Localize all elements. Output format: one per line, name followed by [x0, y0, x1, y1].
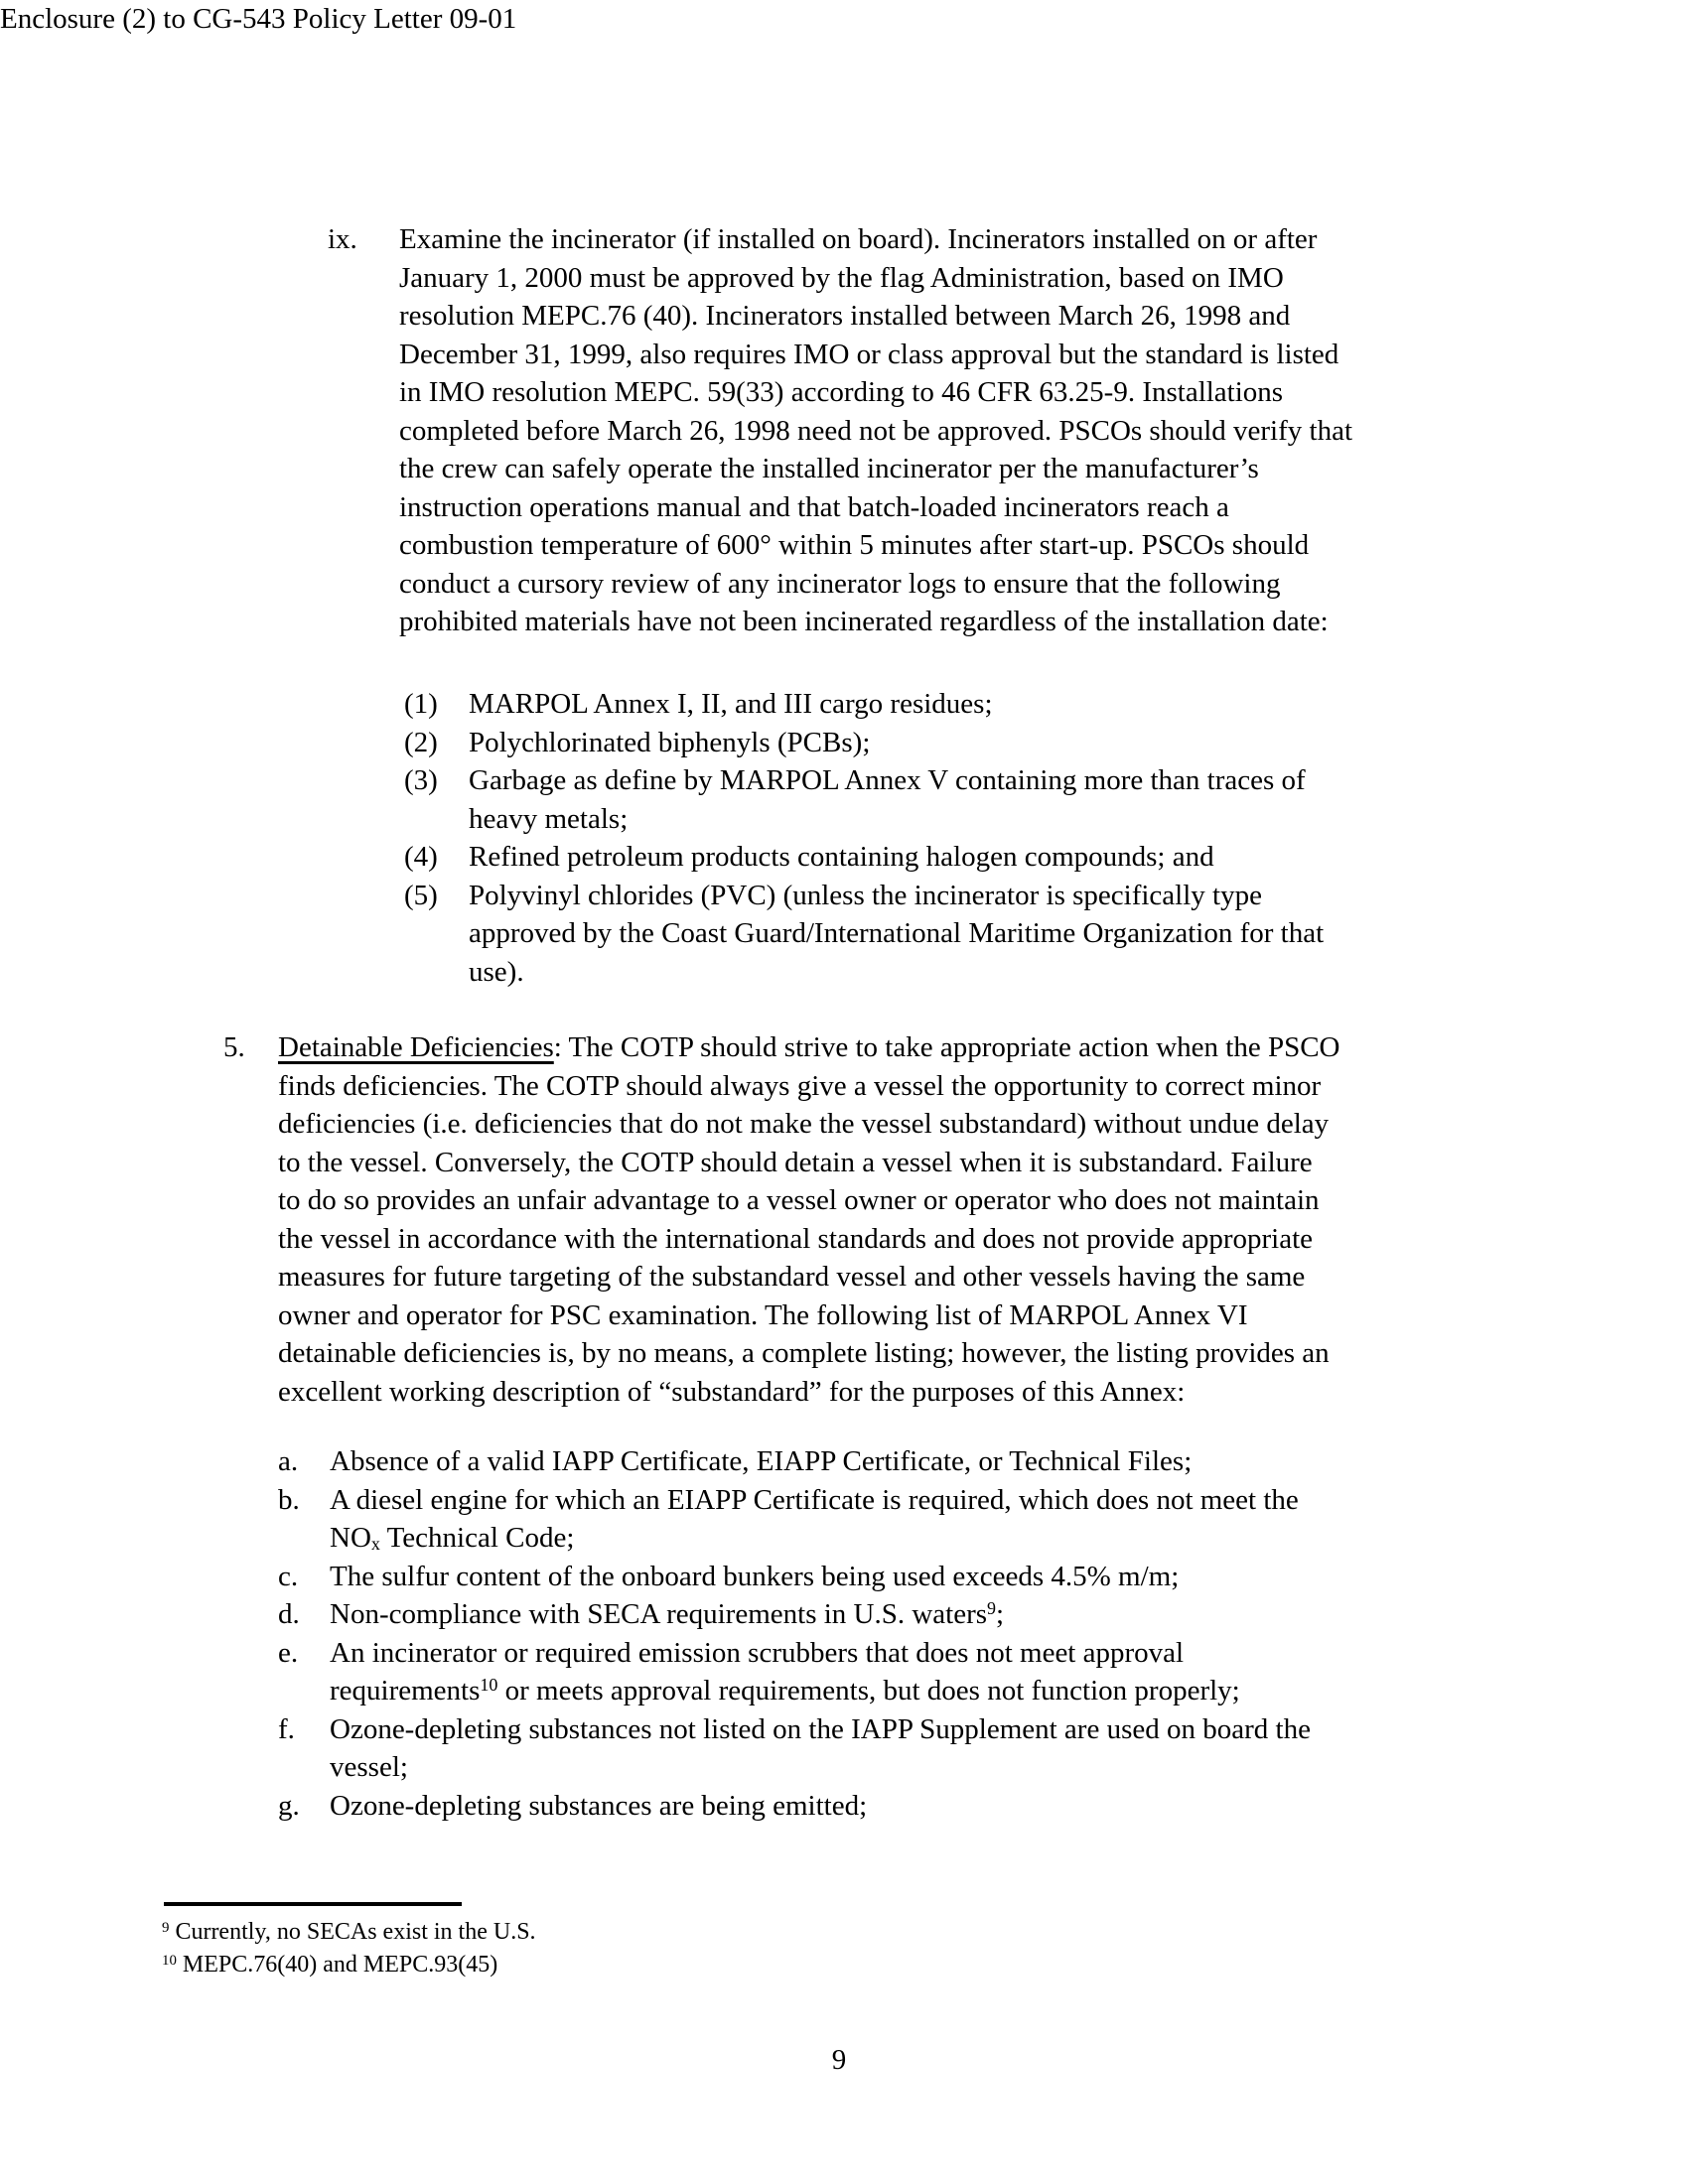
- item-marker: g.: [278, 1789, 300, 1822]
- list-item: [278, 1634, 1311, 1710]
- list-item: [278, 1442, 1311, 1481]
- item-marker: (3): [404, 764, 438, 796]
- item-marker: (5): [404, 879, 438, 911]
- enclosure-header: Enclosure (2) to CG-543 Policy Letter 09-01: [0, 3, 517, 35]
- list-item: [404, 724, 1324, 762]
- paragraph-detainable-deficiencies: Detainable Deficiencies: The COTP should strive to take appropriate action when the PSCO finds deficiencies. The COTP should always give a vessel the opportunity to correct minor deficiencies (i.e. deficiencies that do not make the vessel substandard) without undue delay to the vessel. Conversely, the COTP should detain a vessel when it is substandard. Failure to do so provides an unfair advantage to a vessel owner or operator who does not maintain the vessel in accordance with the international standards and does not provide appropriate measures for future targeting of the substandard vessel and other vessels having the same owner and operator for PSC examination. The following list of MARPOL Annex VI detainable deficiencies is, by no means, a complete listing; however, the listing provides an excellent working description of “substandard” for the purposes of this Annex:: [278, 1031, 1340, 1408]
- item-marker: e.: [278, 1636, 299, 1669]
- item-text: Absence of a valid IAPP Certificate, EIAPP Certificate, or Technical Files;: [330, 1445, 1193, 1477]
- item-text: Ozone-depleting substances are being emitted;: [330, 1789, 868, 1822]
- item-marker: c.: [278, 1560, 299, 1592]
- item-text: The sulfur content of the onboard bunkers being used exceeds 4.5% m/m;: [330, 1560, 1180, 1592]
- list-item: [278, 1595, 1311, 1634]
- list-item: [404, 877, 1325, 992]
- detainable-deficiencies-list: [278, 1442, 1311, 1825]
- item-marker: (1): [404, 688, 438, 720]
- paragraph-incinerator: Examine the incinerator (if installed on board). Incinerators installed on or after January 1, 2000 must be approved by the flag Administration, based on IMO resolution MEPC.76 (40). Incinerators installed between March 26, 1998 and December 31, 1999, also requires IMO or class approval but the standard is listed in IMO resolution MEPC. 59(33) according to 46 CFR 63.25-9. Installations completed before March 26, 1998 need not be approved. PSCOs should verify that the crew can safely operate the installed incinerator per the manufacturer’s instruction operations manual and that batch-loaded incinerators reach a combustion temperature of 600° within 5 minutes after start-up. PSCOs should conduct a cursory review of any incinerator logs to ensure that the following prohibited materials have not been incinerated regardless of the installation date:: [399, 223, 1353, 637]
- item-marker: f.: [278, 1712, 295, 1745]
- item-marker: a.: [278, 1445, 299, 1477]
- item-text: Ozone-depleting substances not listed on the IAPP Supplement are used on board the vessel;: [330, 1712, 1311, 1783]
- footnotes: [162, 1916, 536, 1981]
- list-item: [404, 685, 1324, 724]
- footnote-10: $^{10}$ MEPC.76(40) and MEPC.93(45): [162, 1952, 498, 1978]
- list-marker-ix: ix.: [328, 223, 357, 255]
- item-marker: (2): [404, 726, 438, 758]
- item-text: A diesel engine for which an EIAPP Certificate is required, which does not meet the $NO_x$ Technical Code;: [330, 1483, 1299, 1555]
- item-text: Non-compliance with SECA requirements in U.S. waters$^9$;: [330, 1598, 1005, 1630]
- item-text: Polychlorinated biphenyls (PCBs);: [469, 726, 871, 758]
- footnote-9: $^9$ Currently, no SECAs exist in the U.S.: [162, 1919, 536, 1945]
- item-text: Refined petroleum products containing halogen compounds; and: [469, 841, 1214, 873]
- list-item: [278, 1710, 1311, 1787]
- list-item-ix: [328, 220, 1353, 641]
- item-text: An incinerator or required emission scrubbers that does not meet approval requirements$^{10}$ or meets approval requirements, but does not function properly;: [330, 1636, 1240, 1706]
- item-text: MARPOL Annex I, II, and III cargo residues;: [469, 688, 993, 720]
- footnote-separator: [164, 1902, 462, 1906]
- list-item: [404, 838, 1324, 877]
- list-item: [404, 761, 1324, 838]
- section-detainable-deficiencies: [223, 1028, 1340, 1411]
- page-number: 9: [831, 2044, 847, 2076]
- item-text: Polyvinyl chlorides (PVC) (unless the incinerator is specifically type approved by the Coast Guard/International Maritime Organization for that use).: [469, 879, 1325, 988]
- item-marker: d.: [278, 1598, 300, 1630]
- list-item: [278, 1787, 1311, 1826]
- list-item: [278, 1558, 1311, 1596]
- item-marker: b.: [278, 1483, 300, 1516]
- section-marker: 5.: [223, 1031, 245, 1063]
- list-item: [278, 1481, 1311, 1558]
- prohibited-materials-list: [404, 685, 1325, 991]
- item-marker: (4): [404, 841, 438, 873]
- item-text: Garbage as define by MARPOL Annex V containing more than traces of heavy metals;: [469, 764, 1306, 835]
